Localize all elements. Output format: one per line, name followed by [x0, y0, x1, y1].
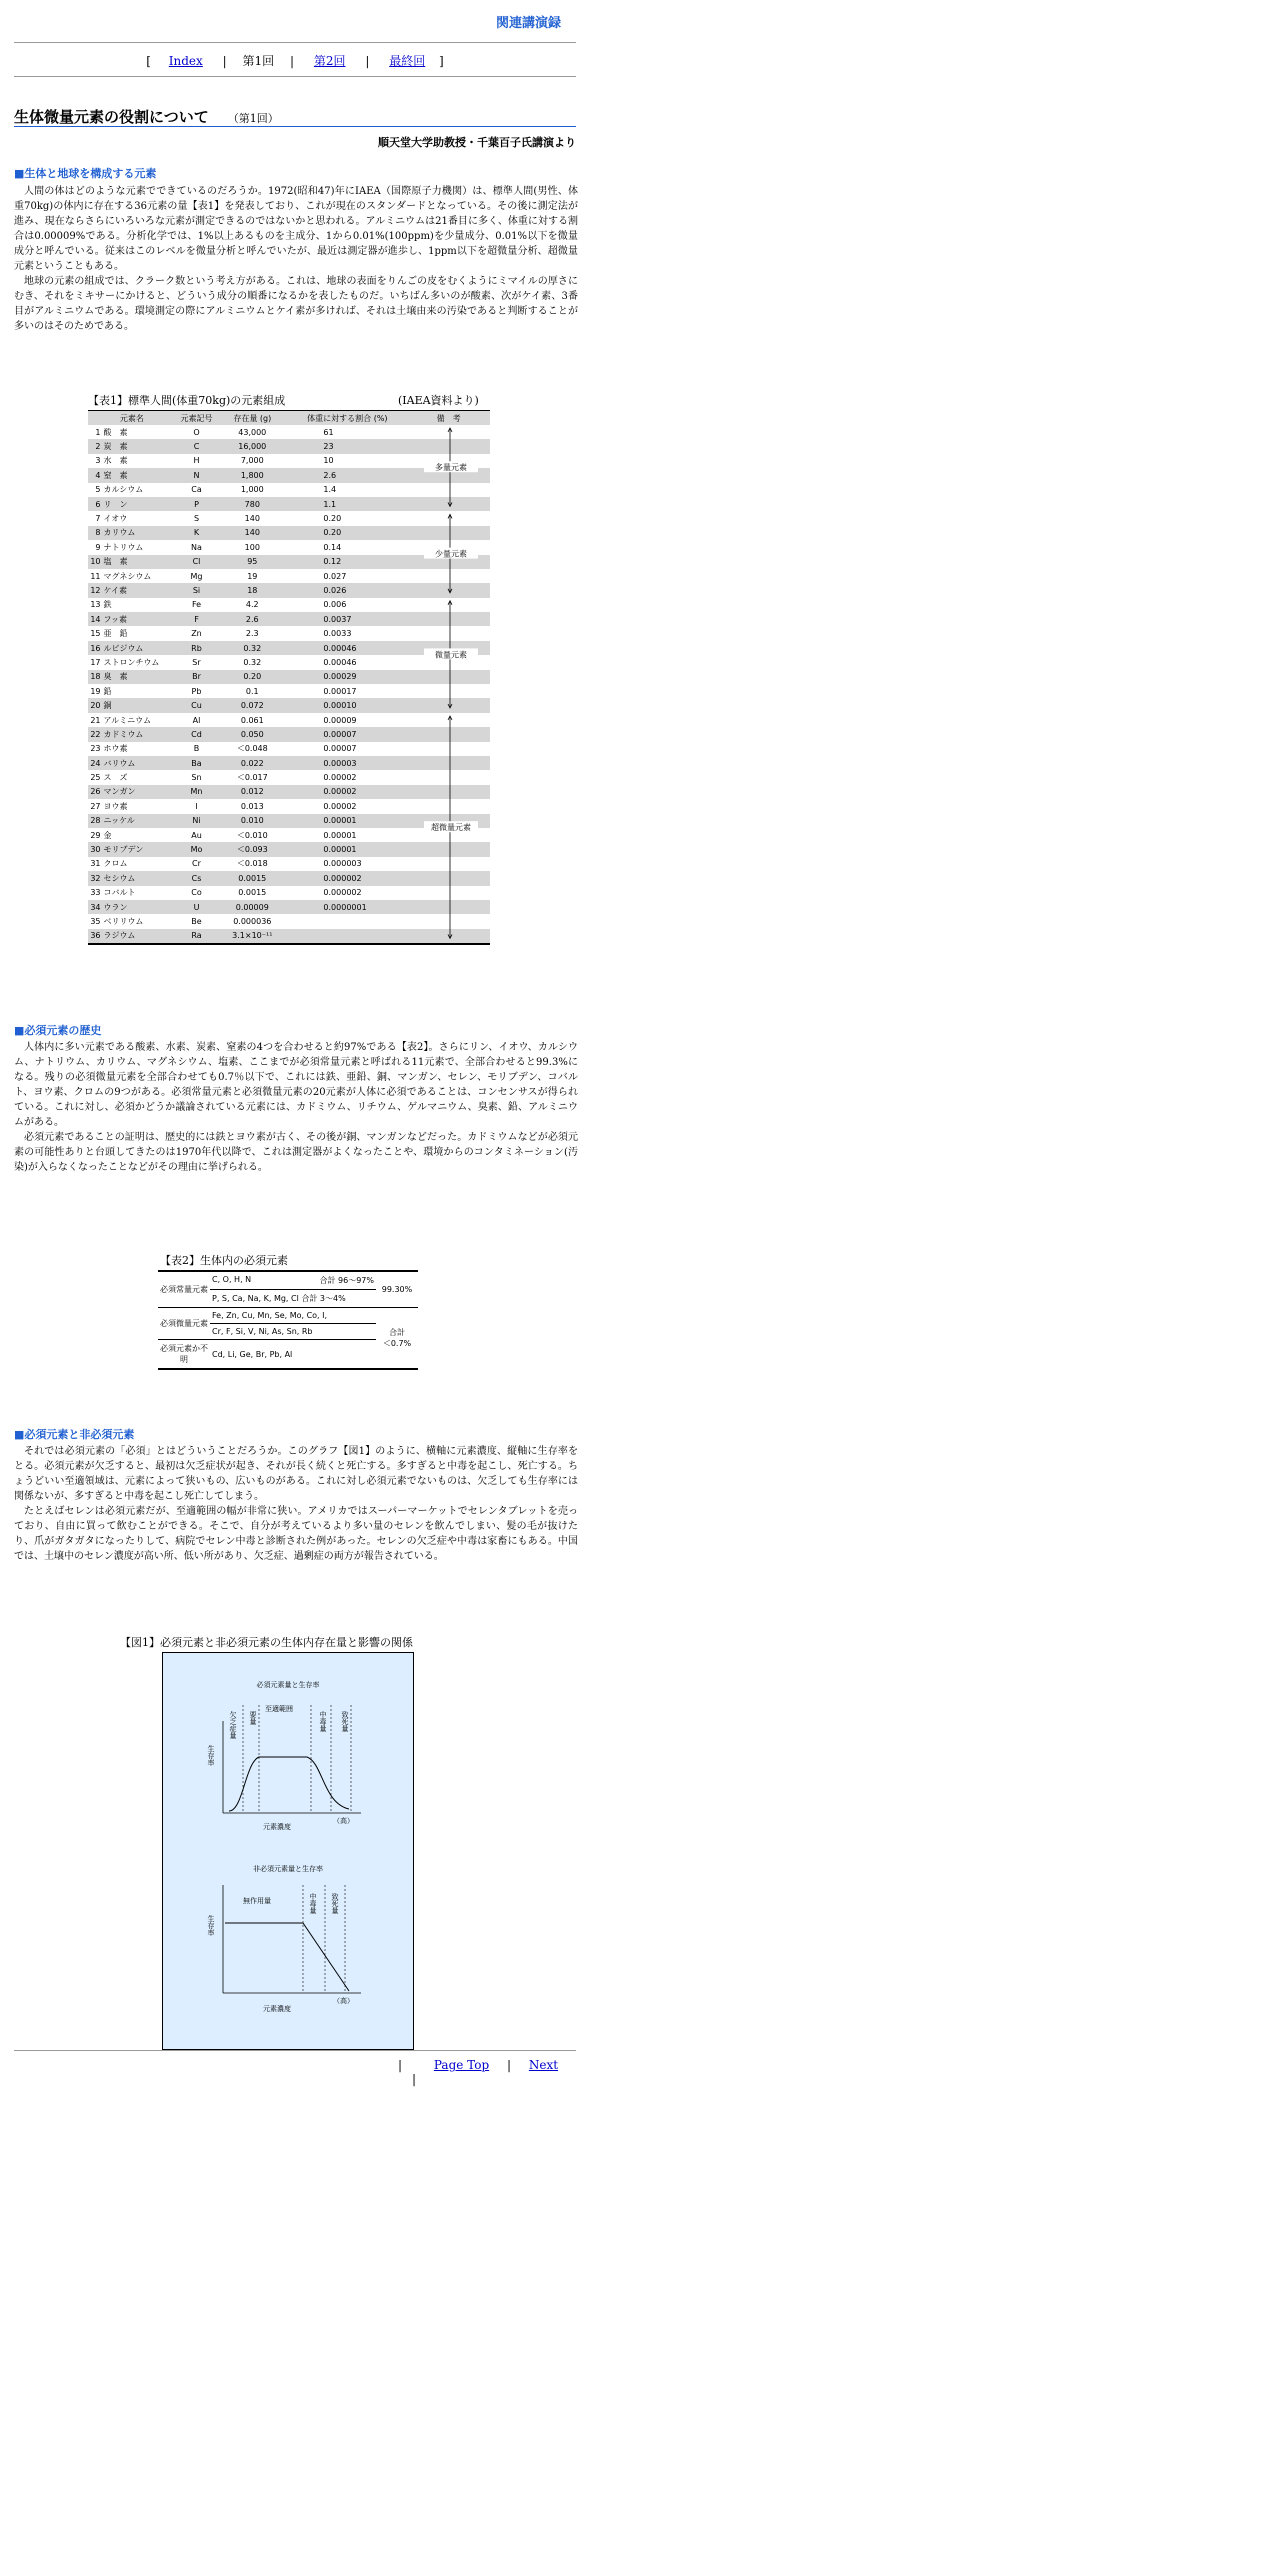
- table-cell: 16: [88, 641, 104, 655]
- table-cell: 0.050: [217, 727, 287, 741]
- table-cell: ヨウ素: [103, 801, 128, 811]
- table-cell: Pb: [191, 686, 202, 696]
- remark-label: 超微量元素: [431, 823, 471, 833]
- table-cell: 0.00009: [217, 900, 287, 914]
- next-link[interactable]: Next: [528, 2058, 559, 2072]
- nav-bracket-open: [: [146, 54, 151, 68]
- table-cell: 26: [88, 785, 104, 799]
- page-top-link[interactable]: Page Top: [433, 2058, 490, 2072]
- table-cell: 4: [88, 468, 104, 482]
- table-cell: 23: [90, 744, 101, 754]
- table-cell: Mo: [176, 842, 217, 856]
- table-cell: Mg: [190, 571, 203, 581]
- table-cell: 0.00017: [323, 686, 357, 696]
- table-cell: 0.1: [245, 686, 259, 696]
- nav-sep: |: [365, 54, 370, 68]
- table-cell: 銅: [104, 698, 176, 712]
- region-label: 至適範囲: [265, 1705, 293, 1713]
- bottom-ylabel: 生存率: [207, 1915, 215, 1936]
- section-body: [14, 184, 578, 334]
- table-cell: 32: [88, 871, 104, 885]
- table-cell: 15: [90, 629, 101, 639]
- row-label: 必須微量元素: [160, 1319, 208, 1328]
- table-cell: 酸 素: [103, 427, 128, 437]
- table-cell: イオウ: [103, 514, 128, 524]
- table-cell: 3.1×10⁻¹¹: [217, 929, 287, 944]
- table-cell: ニッケル: [104, 814, 176, 828]
- table-cell: 0.00046: [323, 657, 357, 667]
- table-cell: 33: [90, 888, 101, 898]
- table-cell: 61: [323, 427, 334, 437]
- table-cell: 0.00001: [287, 842, 407, 856]
- cell: Cd, Li, Ge, Br, Pb, Al: [212, 1349, 293, 1359]
- table-cell: マンガン: [104, 785, 176, 799]
- table-cell: 13: [90, 600, 101, 610]
- top-chart-title: 必須元素量と生存率: [256, 1681, 320, 1689]
- table-cell: Mn: [176, 785, 217, 799]
- divider: [14, 2050, 576, 2051]
- table-cell: Fe: [191, 600, 202, 610]
- remark-label: 少量元素: [435, 549, 467, 559]
- table-cell: 5: [95, 485, 101, 495]
- table-cell: 0.32: [217, 641, 287, 655]
- region-label: 要量: [249, 1711, 257, 1725]
- table-cell: H: [193, 456, 200, 466]
- cell-total: 合計 ＜0.7%: [382, 1328, 412, 1348]
- table-cell: 0.000036: [233, 916, 272, 926]
- footer-sep: |: [398, 2058, 403, 2072]
- table-cell: バリウム: [104, 756, 176, 770]
- nav-bracket-close: ]: [439, 54, 444, 68]
- table-cell: Al: [192, 715, 201, 725]
- table-cell: 10: [88, 555, 104, 569]
- table-cell: Cr: [192, 859, 201, 869]
- table-cell: 1.4: [323, 485, 337, 495]
- region-label: 中毒量: [309, 1893, 317, 1914]
- table-cell: 9: [95, 542, 101, 552]
- table1-caption: 【表1】標準人間(体重70kg)の元素組成: [88, 394, 286, 407]
- table-cell: 0.000002: [287, 871, 407, 885]
- table-cell: 窒 素: [104, 468, 176, 482]
- cell: P, S, Ca, Na, K, Mg, Cl 合計 3～4%: [212, 1294, 346, 1303]
- page-subtitle: （第1回）: [227, 112, 279, 125]
- table-cell: Cu: [176, 698, 217, 712]
- section-heading: ■必須元素の歴史: [14, 1024, 102, 1037]
- table-cell: ＜0.048: [236, 744, 268, 754]
- table-cell: 0.14: [323, 542, 342, 552]
- table-cell: 100: [244, 542, 260, 552]
- table-cell: ルビジウム: [104, 641, 176, 655]
- table-cell: 34: [88, 900, 104, 914]
- divider: [14, 76, 576, 77]
- table-cell: リ ン: [104, 497, 176, 511]
- table-cell: 塩 素: [104, 555, 176, 569]
- table-cell: 0.20: [287, 526, 407, 540]
- row-label: 必須元素か不明: [160, 1344, 208, 1364]
- table-cell: 23: [287, 439, 407, 453]
- figure1-panel: [162, 1652, 414, 2050]
- table-cell: U: [176, 900, 217, 914]
- table-cell: 金: [103, 830, 112, 840]
- row-label: 必須常量元素: [160, 1285, 208, 1294]
- table-cell: 1.1: [287, 497, 407, 511]
- table-cell: 0.061: [240, 715, 264, 725]
- page-title: 生体微量元素の役割について: [14, 108, 209, 126]
- top-nav: [0, 52, 590, 69]
- nav-index-link[interactable]: Index: [168, 54, 203, 68]
- table-cell: 2.6: [287, 468, 407, 482]
- region-label: 無作用量: [243, 1897, 271, 1905]
- table-cell: 19: [90, 686, 101, 696]
- table-cell: I: [195, 801, 198, 811]
- table-cell: 0.00002: [287, 785, 407, 799]
- table-cell: Sn: [191, 773, 202, 783]
- table-cell: 31: [90, 859, 101, 869]
- cell: Cr, F, Si, V, Ni, As, Sn, Rb: [212, 1327, 313, 1336]
- table-header: 存在量 (g): [217, 411, 287, 426]
- table-cell: 2: [88, 439, 104, 453]
- section-body: [14, 1444, 578, 1564]
- table-cell: ＜0.017: [236, 773, 268, 783]
- table-cell: 0.0000001: [287, 900, 407, 914]
- region-label: 致死量: [341, 1711, 349, 1732]
- table-cell: 22: [88, 727, 104, 741]
- table-cell: 0.022: [217, 756, 287, 770]
- bottom-xlabel: 元素濃度: [263, 2005, 291, 2013]
- bottom-chart-title: 非必須元素量と生存率: [253, 1865, 323, 1873]
- table-cell: S: [193, 514, 200, 524]
- section-body: [14, 1040, 578, 1175]
- lecturer-credit: 順天堂大学助教授・千葉百子氏講演より: [378, 136, 576, 149]
- bottom-high: （高）: [333, 1997, 354, 2005]
- table-cell: 2.3: [245, 629, 259, 639]
- table-cell: 0.013: [240, 801, 264, 811]
- table-cell: 0.012: [217, 785, 287, 799]
- figure1-diagram: [163, 1653, 413, 2049]
- divider: [14, 42, 576, 43]
- table-cell: ホウ素: [103, 744, 128, 754]
- table-cell: 0.00003: [287, 756, 407, 770]
- table-cell: Ra: [176, 929, 217, 944]
- table-cell: Zn: [191, 629, 202, 639]
- table-cell: 7: [95, 514, 101, 524]
- table-cell: Cl: [176, 555, 217, 569]
- table-cell: Na: [191, 542, 202, 552]
- nav-sep: |: [289, 54, 295, 68]
- table-cell: 0.12: [287, 555, 407, 569]
- table-cell: 12: [88, 583, 104, 597]
- table-cell: 0.32: [243, 657, 262, 667]
- table-cell: 0.010: [217, 814, 287, 828]
- remarks-brackets: [410, 424, 490, 988]
- table1-source: (IAEA資料より): [398, 394, 479, 407]
- table-cell: カドミウム: [104, 727, 176, 741]
- table-cell: 11: [90, 571, 101, 581]
- nav-sep: |: [222, 54, 227, 68]
- footer-sep: |: [412, 2072, 417, 2086]
- table-cell: 21: [90, 715, 101, 725]
- table-cell: 0.0033: [323, 629, 352, 639]
- paragraph: 人体内に多い元素である酸素、水素、炭素、窒素の4つを合わせると約97%である【表2】。さらにリン、イオウ、カルシウム、ナトリウム、カリウム、マグネシウム、塩素、ここまでが必須常量元素と呼ばれる11元素で、全部合わせると99.3%になる。残りの必須微量元素を全部合わせても0.7％以下で、これには鉄、亜鉛、銅、マンガン、セレン、モリブデン、コバルト、ヨウ素、クロムの9つがある。必須常量元素と必須微量元素の20元素が人体に必須であることは、コンセンサスが得られている。これに対し、必須かどうか議論されている元素には、カドミウム、リチウム、ゲルマニウム、臭素、鉛、アルミニウムがある。: [14, 1042, 578, 1128]
- table-cell: ＜0.018: [236, 859, 268, 869]
- table-cell: 780: [217, 497, 287, 511]
- table-cell: 0.00007: [323, 744, 357, 754]
- table-cell: 3: [95, 456, 101, 466]
- table-cell: Co: [191, 888, 202, 898]
- table-cell: 95: [217, 555, 287, 569]
- cell-total: 99.30%: [381, 1285, 413, 1294]
- table-cell: 0.00002: [323, 773, 357, 783]
- table2-caption: 【表2】生体内の必須元素: [160, 1254, 288, 1267]
- paragraph: それでは必須元素の「必須」とはどういうことだろうか。このグラフ【図1】のように、横軸に元素濃度、縦軸に生存率をとる。必須元素が欠乏すると、最初は欠乏症状が起き、それが長く続くと死亡する。多すぎると中毒を起こし、死亡する。ちょうどいい至適領域は、元素によって狭いもの、広いものがある。これに対し必須元素でないものは、欠乏しても生存率には関係ないが、多すぎると中毒を起こし死亡してしまう。: [14, 1446, 578, 1502]
- table-cell: 7,000: [240, 456, 264, 466]
- table-cell: 18: [88, 670, 104, 684]
- table-cell: 0.00009: [323, 715, 357, 725]
- nav-current-part: 第1回: [242, 54, 275, 68]
- table-cell: ＜0.093: [217, 842, 287, 856]
- table-cell: 鉛: [103, 686, 112, 696]
- table-cell: 0.00007: [287, 727, 407, 741]
- table-cell: 1,800: [217, 468, 287, 482]
- table-cell: Rb: [176, 641, 217, 655]
- table-cell: ナトリウム: [103, 542, 144, 552]
- table-cell: 炭 素: [104, 439, 176, 453]
- table-cell: 20: [88, 698, 104, 712]
- table-cell: 140: [244, 514, 260, 524]
- table-cell: Sr: [192, 657, 201, 667]
- title-underline: [14, 126, 576, 127]
- table-cell: 0.00046: [287, 641, 407, 655]
- table-cell: 28: [88, 814, 104, 828]
- table-cell: Be: [191, 916, 202, 926]
- table-cell: アルミニウム: [103, 715, 152, 725]
- table-cell: 30: [88, 842, 104, 856]
- paragraph: 必須元素であることの証明は、歴史的には鉄とヨウ素が古く、その後が銅、マンガンなどだった。カドミウムなどが必須元素の可能性ありと台頭してきたのは1970年代以降で、これは測定器がよくなったことや、環境からのコンタミネーション(汚染)が入らなくなったことなどがその理由に挙げられる。: [14, 1132, 578, 1173]
- table-cell: モリブデン: [104, 842, 176, 856]
- table-cell: ラジウム: [104, 929, 176, 944]
- table-cell: Cs: [176, 871, 217, 885]
- table-cell: Si: [176, 583, 217, 597]
- table-cell: P: [176, 497, 217, 511]
- table-cell: カリウム: [104, 526, 176, 540]
- table-cell: [287, 914, 407, 928]
- table-cell: 8: [88, 526, 104, 540]
- table-cell: 鉄: [103, 600, 112, 610]
- table-cell: K: [176, 526, 217, 540]
- table-cell: 0.0015: [238, 888, 267, 898]
- title-block: [14, 106, 576, 127]
- top-xlabel: 元素濃度: [263, 1823, 291, 1831]
- table-cell: 0.006: [323, 600, 347, 610]
- top-ylabel: 生存率: [207, 1745, 215, 1766]
- table-cell: 17: [90, 657, 101, 667]
- section-heading: ■生体と地球を構成する元素: [14, 167, 157, 180]
- table-cell: 18: [217, 583, 287, 597]
- table-cell: カルシウム: [103, 485, 144, 495]
- table-cell: Br: [176, 670, 217, 684]
- table-cell: 10: [323, 456, 334, 466]
- table-cell: 43,000: [238, 427, 267, 437]
- table-cell: 24: [88, 756, 104, 770]
- table-cell: 27: [90, 801, 101, 811]
- table-cell: 0.00001: [323, 830, 357, 840]
- table-cell: Ba: [176, 756, 217, 770]
- table-cell: 0.00002: [323, 801, 357, 811]
- table-cell: 亜 鉛: [103, 629, 128, 639]
- table-cell: C: [176, 439, 217, 453]
- table-cell: マグネシウム: [103, 571, 152, 581]
- cell: C, O, H, N 合計 96～97%: [210, 1271, 376, 1290]
- table-cell: 臭 素: [104, 670, 176, 684]
- table-cell: 16,000: [217, 439, 287, 453]
- cell: Fe, Zn, Cu, Mn, Se, Mo, Co, I,: [210, 1308, 376, 1324]
- figure1-caption: 【図1】必須元素と非必須元素の生体内存在量と影響の関係: [120, 1636, 413, 1649]
- table-cell: 35: [90, 916, 101, 926]
- table-cell: 0.20: [323, 514, 342, 524]
- table-cell: 36: [88, 929, 104, 944]
- table-cell: ウラン: [104, 900, 176, 914]
- table-cell: ＜0.010: [236, 830, 268, 840]
- related-lectures-link[interactable]: 関連講演録: [496, 16, 562, 31]
- table-cell: 0.000002: [323, 888, 362, 898]
- table-cell: Cd: [176, 727, 217, 741]
- table-cell: 14: [88, 612, 104, 626]
- table-header: 体重に対する割合 (%): [287, 411, 407, 426]
- table-cell: 0.0037: [287, 612, 407, 626]
- remark-label: 微量元素: [435, 650, 467, 660]
- table-cell: クロム: [103, 859, 128, 869]
- table-cell: 1,000: [240, 485, 264, 495]
- table-cell: 0.0015: [217, 871, 287, 885]
- region-label: 致死量: [331, 1893, 339, 1914]
- table-cell: 0.00010: [287, 698, 407, 712]
- table-header: 元素記号: [176, 411, 217, 426]
- table-cell: 2.6: [217, 612, 287, 626]
- paragraph: 人間の体はどのような元素でできているのだろうか。1972(昭和47)年にIAEA（国際原子力機関）は、標準人間(男性、体重70kg)の体内に存在する36元素の量【表1】を発表しており、これが現在のスタンダードとなっている。その後に測定法が進み、現在ならさらにいろいろな元素が測定できるのではないかと思われる。アルミニウムは21番目に多く、体重に対する割合は0.00009%である。分析化学では、1%以上あるものを主成分、1から0.01%(100ppm)を少量成分、0.01%以下を微量成分と呼んでいる。従来はこのレベルを微量分析と呼んでいたが、最近は測定器が進歩し、1ppm以下を超微量分析、超微量元素ということもある。: [14, 186, 578, 272]
- table-cell: セシウム: [104, 871, 176, 885]
- table-cell: 0.20: [217, 670, 287, 684]
- table-cell: 25: [90, 773, 101, 783]
- table-cell: 29: [90, 830, 101, 840]
- footer-nav: [398, 2058, 592, 2086]
- essential-elements-table: [158, 1270, 418, 1370]
- top-high: （高）: [333, 1817, 354, 1825]
- paragraph: 地球の元素の組成では、クラーク数という考え方がある。これは、地球の表面をりんごの皮をむくようにミマイルの厚さにむき、それをミキサーにかけると、どういう成分の順番になるかを表したものだ。いちばん多いのが酸素、次がケイ素、3番目がアルミニウムである。環境測定の際にアルミニウムとケイ素が多ければ、それは土壌由来の汚染であると判断することが多いのはそのためである。: [14, 276, 578, 332]
- table-cell: 19: [247, 571, 258, 581]
- table-cell: 水 素: [103, 456, 128, 466]
- table-cell: 6: [88, 497, 104, 511]
- table-cell: O: [193, 427, 200, 437]
- table-cell: Ni: [176, 814, 217, 828]
- paragraph: たとえばセレンは必須元素だが、至適範囲の幅が非常に狭い。アメリカではスーパーマーケットでセレンタブレットを売っており、自由に買って飲むことができる。そこで、自分が考えているより多い量のセレンを飲んでしまい、髪の毛が抜けたり、爪がガタガタになったりして、病院でセレン中毒と診断された例があった。セレンの欠乏症や中毒は家畜にもある。中国では、土壌中のセレン濃度が高い所、低い所があり、欠乏症、過剰症の両方が報告されている。: [14, 1506, 578, 1562]
- table-cell: ス ズ: [103, 773, 128, 783]
- bottom-region-labels: [243, 1892, 339, 1914]
- region-label: 中毒量: [319, 1711, 327, 1732]
- table-cell: 1: [95, 427, 101, 437]
- table-cell: 0.027: [323, 571, 347, 581]
- table-cell: 140: [217, 526, 287, 540]
- table-cell: F: [176, 612, 217, 626]
- table-cell: フッ素: [104, 612, 176, 626]
- table-cell: 0.072: [217, 698, 287, 712]
- table-cell: コバルト: [103, 888, 136, 898]
- table-cell: 0.000003: [323, 859, 362, 869]
- footer-sep: |: [506, 2058, 512, 2072]
- table-cell: B: [193, 744, 200, 754]
- table-cell: ストロンチウム: [103, 657, 160, 667]
- table-cell: [287, 929, 407, 944]
- table-cell: N: [176, 468, 217, 482]
- table-cell: Au: [191, 830, 202, 840]
- table-cell: 4.2: [245, 600, 259, 610]
- table-cell: ケイ素: [104, 583, 176, 597]
- table-cell: 0.00029: [287, 670, 407, 684]
- remark-label: 多量元素: [435, 463, 467, 473]
- table-cell: Ca: [191, 485, 202, 495]
- table-header: 元素名: [88, 411, 176, 426]
- table-cell: ベリリウム: [103, 916, 144, 926]
- section-heading: ■必須元素と非必須元素: [14, 1428, 135, 1441]
- table-cell: 0.00001: [287, 814, 407, 828]
- table-cell: 0.026: [287, 583, 407, 597]
- nav-last-link[interactable]: 最終回: [389, 54, 426, 68]
- region-label: 欠乏症量: [229, 1711, 237, 1739]
- table-header: 備 考: [407, 411, 490, 426]
- nav-part2-link[interactable]: 第2回: [313, 54, 346, 68]
